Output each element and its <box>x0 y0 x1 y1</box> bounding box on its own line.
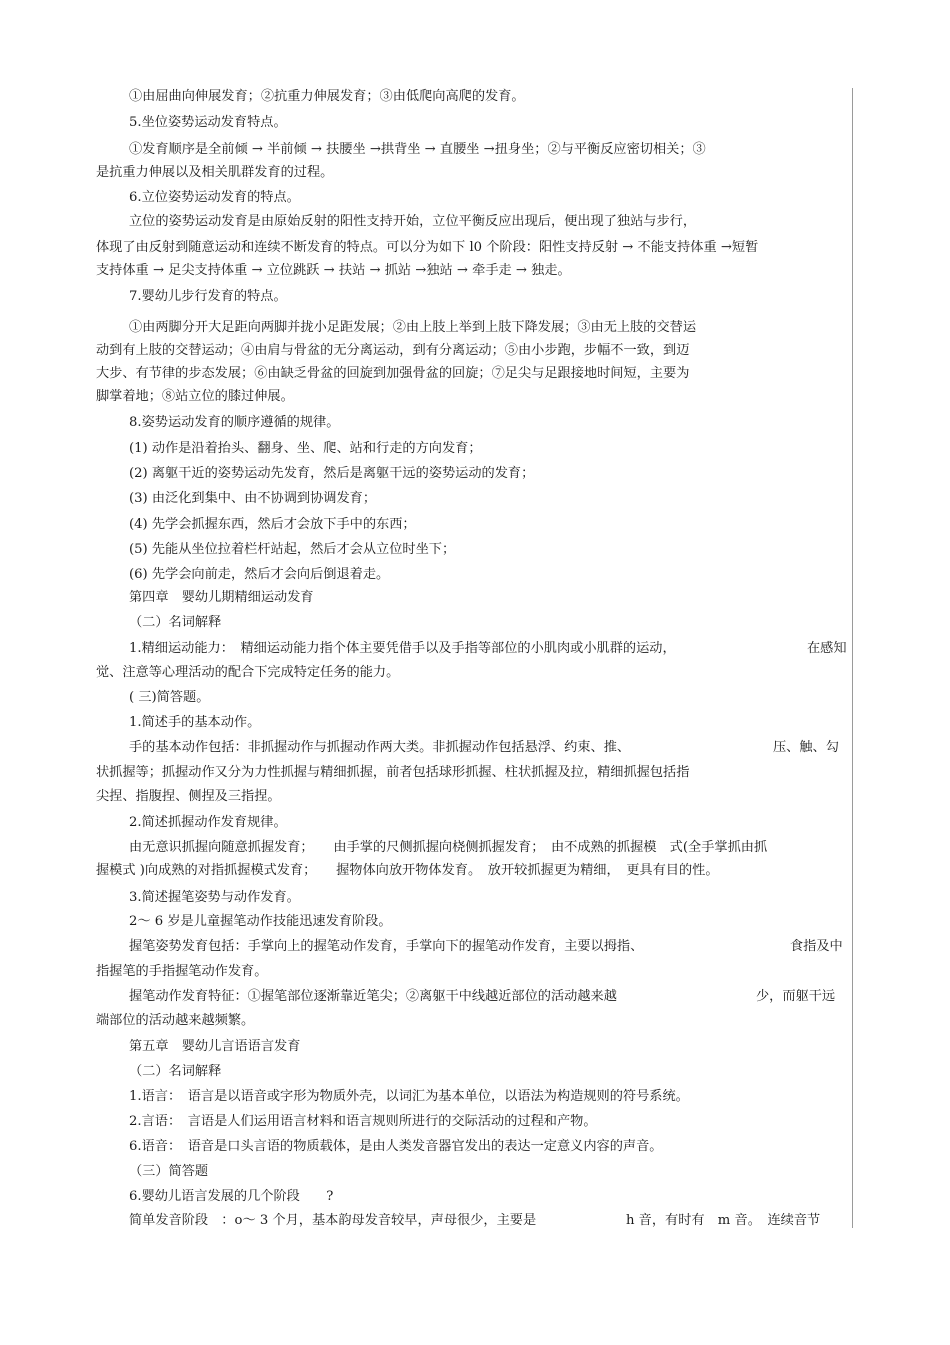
text-line-end: h 音，有时有 m 音。 连续音节 <box>626 1213 821 1228</box>
right-margin-rule <box>852 88 853 1228</box>
text-line: 觉、注意等心理活动的配合下完成特定任务的能力。 <box>96 665 400 680</box>
text-line: 1.精细运动能力： 精细运动能力指个体主要凭借手以及手指等部位的小肌肉或小肌群的运动， <box>129 641 676 656</box>
list-item: (2) 离躯干近的姿势运动先发育，然后是离躯干远的姿势运动的发育； <box>129 466 535 481</box>
text-line: 脚掌着地；⑧站立位的膝过伸展。 <box>96 389 294 404</box>
subsection-heading: （二）名词解释 <box>129 615 222 630</box>
section-heading: 1.简述手的基本动作。 <box>129 715 261 730</box>
list-item: (1) 动作是沿着抬头、翻身、坐、爬、站和行走的方向发育； <box>129 441 482 456</box>
text-line: 尖捏、指腹捏、侧捏及三指捏。 <box>96 789 281 804</box>
subsection-heading: （二）名词解释 <box>129 1064 222 1079</box>
chapter-heading: 第五章 婴幼儿言语语言发育 <box>129 1039 301 1054</box>
definition-line: 1.语言： 语言是以语音或字形为物质外壳，以词汇为基本单位，以语法为构造规则的符号系统。 <box>129 1089 689 1104</box>
text-line: ①由两脚分开大足距向两脚并拢小足距发展；②由上肢上举到上肢下降发展；③由无上肢的交替运 <box>129 320 697 335</box>
section-heading: 8.姿势运动发育的顺序遵循的规律。 <box>129 415 340 430</box>
text-line: 端部位的活动越来越频繁。 <box>96 1013 255 1028</box>
text-line: 2～ 6 岁是儿童握笔动作技能迅速发育阶段。 <box>129 914 392 929</box>
list-item: (6) 先学会向前走，然后才会向后倒退着走。 <box>129 567 390 582</box>
text-line: 简单发音阶段 ：o～ 3 个月，基本韵母发音较早，声母很少，主要是 <box>129 1213 537 1228</box>
text-line: ①发育顺序是全前倾 → 半前倾 → 扶腰坐 →拱背坐 → 直腰坐 →扭身坐；②与平衡反应密切相关；③ <box>129 142 706 157</box>
text-line: 体现了由反射到随意运动和连续不断发育的特点。可以分为如下 l0 个阶段：阳性支持反射 → 不能支持体重 →短暂 <box>96 240 759 255</box>
definition-line: 2.言语： 言语是人们运用语言材料和语言规则所进行的交际活动的过程和产物。 <box>129 1114 597 1129</box>
subsection-heading: ( 三)简答题。 <box>129 690 210 705</box>
text-line: 握笔动作发育特征：①握笔部位逐渐靠近笔尖；②离躯干中线越近部位的活动越来越 <box>129 989 617 1004</box>
definition-line: 6.语音： 语音是口头言语的物质载体，是由人类发音器官发出的表达一定意义内容的声音。 <box>129 1139 663 1154</box>
text-line: 动到有上肢的交替运动；④由肩与骨盆的无分离运动，到有分离运动；⑤由小步跑，步幅不一致，到迈 <box>96 343 690 358</box>
section-heading: 2.简述抓握动作发育规律。 <box>129 815 287 830</box>
section-heading: 6.立位姿势运动发育的特点。 <box>129 190 300 205</box>
text-line: 是抗重力伸展以及相关肌群发育的过程。 <box>96 165 334 180</box>
text-line-end: 压、触、勾 <box>773 740 839 755</box>
text-line: ①由屈曲向伸展发育；②抗重力伸展发育；③由低爬向高爬的发育。 <box>129 89 525 104</box>
text-line: 指握笔的手指握笔动作发育。 <box>96 964 268 979</box>
section-heading: 3.简述握笔姿势与动作发育。 <box>129 890 300 905</box>
text-line: 支持体重 → 足尖支持体重 → 立位跳跃 → 扶站 → 抓站 →独站 → 牵手走 → 独走。 <box>96 263 571 278</box>
text-line: 由无意识抓握向随意抓握发育； 由手掌的尺侧抓握向桡侧抓握发育； 由不成熟的抓握模 式(全手掌抓由抓 <box>129 840 768 855</box>
text-line: 手的基本动作包括：非抓握动作与抓握动作两大类。非抓握动作包括悬浮、约束、推、 <box>129 740 631 755</box>
section-heading: 6.婴幼儿语言发展的几个阶段 ? <box>129 1189 334 1204</box>
subsection-heading: （三）简答题 <box>129 1164 209 1179</box>
chapter-heading: 第四章 婴幼儿期精细运动发育 <box>129 590 314 605</box>
text-line-end: 在感知 <box>807 641 847 656</box>
section-heading: 7.婴幼儿步行发育的特点。 <box>129 289 287 304</box>
text-line: 握模式 )向成熟的对指抓握模式发育； 握物体向放开物体发育。 放开较抓握更为精细， 更具有目的性。 <box>96 863 719 878</box>
text-line-end: 食指及中 <box>790 939 843 954</box>
section-heading: 5.坐位姿势运动发育特点。 <box>129 115 287 130</box>
text-line: 握笔姿势发育包括：手掌向上的握笔动作发育，手掌向下的握笔动作发育，主要以拇指、 <box>129 939 644 954</box>
list-item: (5) 先能从坐位拉着栏杆站起，然后才会从立位时坐下； <box>129 542 456 557</box>
text-line: 状抓握等；抓握动作又分为力性抓握与精细抓握，前者包括球形抓握、柱状抓握及拉，精细抓握包括指 <box>96 765 690 780</box>
text-line-end: 少，而躯干远 <box>756 989 836 1004</box>
text-line: 大步、有节律的步态发展；⑥由缺乏骨盆的回旋到加强骨盆的回旋；⑦足尖与足跟接地时间短，主要为 <box>96 366 690 381</box>
text-line: 立位的姿势运动发育是由原始反射的阳性支持开始，立位平衡反应出现后，便出现了独站与步行， <box>129 214 697 229</box>
list-item: (4) 先学会抓握东西，然后才会放下手中的东西； <box>129 517 416 532</box>
list-item: (3) 由泛化到集中、由不协调到协调发育； <box>129 491 377 506</box>
